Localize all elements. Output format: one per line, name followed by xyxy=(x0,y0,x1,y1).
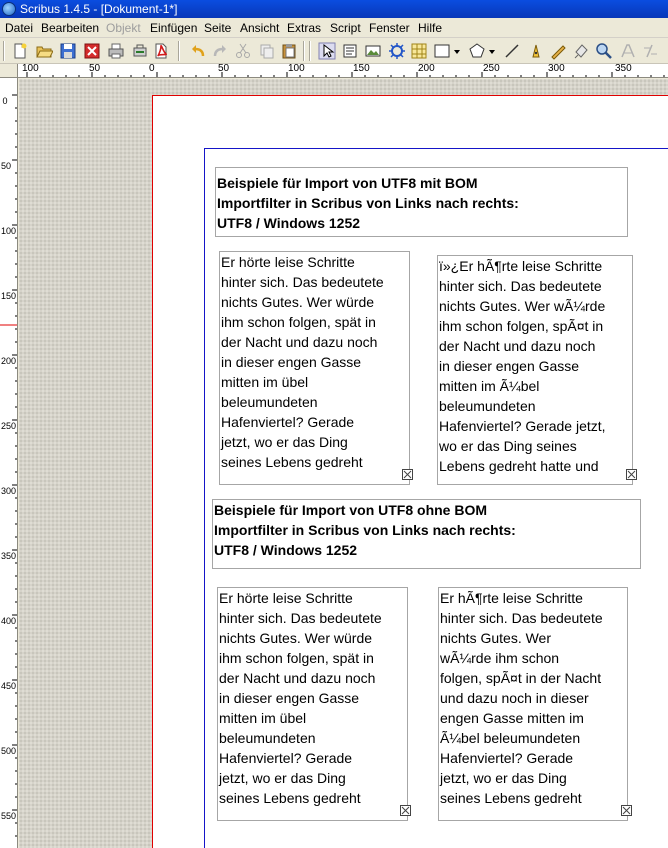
link-text-icon[interactable] xyxy=(641,42,659,60)
toolbar-separator xyxy=(178,41,180,61)
menu-datei[interactable]: Datei xyxy=(5,21,34,35)
ruler-label: 50 xyxy=(89,64,101,74)
toolbar-grip xyxy=(3,41,5,61)
body-text: Er hörte leise Schritte hinter sich. Das bedeutete nichts Gutes. Wer würde ihm schon folgen, spät in der Nacht und dazu noch in dieser engen Gasse mitten im übel beleumundeten Hafenviertel? Gerade jetzt, wo er das Ding seines Lebens gedreht xyxy=(221,254,384,470)
menu-seite[interactable]: Seite xyxy=(204,21,232,35)
ruler-label: 400 xyxy=(1,616,17,626)
scribus-app-icon xyxy=(2,2,16,16)
heading-frame-with-bom[interactable] xyxy=(215,167,628,237)
ruler-label: 100 xyxy=(22,64,39,74)
paste-icon[interactable] xyxy=(280,42,298,60)
ruler-corner[interactable] xyxy=(0,64,18,78)
polygon-dropdown-icon[interactable] xyxy=(487,42,497,60)
ruler-label: 50 xyxy=(1,161,12,171)
main-toolbar xyxy=(0,38,668,64)
ruler-label: 150 xyxy=(353,64,370,74)
menu-bearbeiten[interactable]: Bearbeiten xyxy=(41,21,100,35)
menu-hilfe[interactable]: Hilfe xyxy=(418,21,443,35)
toolbar-grip xyxy=(309,41,311,61)
ruler-label: 350 xyxy=(615,64,632,74)
text-overflow-marker[interactable] xyxy=(402,469,413,480)
cut-icon[interactable] xyxy=(234,42,252,60)
bezier-icon[interactable] xyxy=(527,42,545,60)
ruler-label: 100 xyxy=(1,226,17,236)
ruler-label: 100 xyxy=(288,64,305,74)
ruler-label: 150 xyxy=(1,291,17,301)
table-icon[interactable] xyxy=(410,42,428,60)
ruler-label: 500 xyxy=(1,746,17,756)
select-icon[interactable] xyxy=(318,42,336,60)
body-text: Er hÃ¶rte leise Schritte hinter sich. Das bedeutete nichts Gutes. Wer wÃ¼rde ihm schon folgen, spÃ¤t in der Nacht und dazu noch in dieser engen Gasse mitten im Ã¼bel beleumundeten Hafenviertel? Gerade jetzt, wo er das Ding seines Lebens gedreht xyxy=(440,590,603,806)
menu-fenster[interactable]: Fenster xyxy=(369,21,410,35)
ruler-label: 250 xyxy=(483,64,500,74)
ruler-label: 0 xyxy=(2,96,8,106)
ruler-label: 350 xyxy=(1,551,17,561)
text-overflow-marker[interactable] xyxy=(621,805,632,816)
shape-dropdown-icon[interactable] xyxy=(452,42,462,60)
menu-einfuegen[interactable]: Einfügen xyxy=(150,21,198,35)
heading-text: Beispiele für Import von UTF8 ohne BOM Importfilter in Scribus von Links nach rechts: UTF8 / Windows 1252 xyxy=(214,502,516,558)
toolbar-separator xyxy=(303,41,305,61)
horizontal-ruler[interactable] xyxy=(18,64,668,78)
vertical-ruler-ticks xyxy=(0,78,18,848)
vertical-ruler[interactable] xyxy=(0,78,18,848)
undo-icon[interactable] xyxy=(189,42,207,60)
open-icon[interactable] xyxy=(35,42,53,60)
window-title: Scribus 1.4.5 - [Dokument-1*] xyxy=(20,2,178,16)
copy-icon[interactable] xyxy=(258,42,276,60)
ruler-label: 50 xyxy=(218,64,230,74)
document-canvas[interactable] xyxy=(19,79,668,848)
text-frame-windows1252-right-2[interactable] xyxy=(438,587,628,821)
ruler-label: 300 xyxy=(1,486,17,496)
menu-ansicht[interactable]: Ansicht xyxy=(240,21,280,35)
heading-text: Beispiele für Import von UTF8 mit BOM Importfilter in Scribus von Links nach rechts: UTF8 / Windows 1252 xyxy=(217,175,519,231)
render-frame-icon[interactable] xyxy=(388,42,406,60)
ruler-label: 200 xyxy=(1,356,17,366)
horizontal-ruler-ticks xyxy=(18,64,668,78)
pdf-export-icon[interactable] xyxy=(152,42,170,60)
body-text: Er hörte leise Schritte hinter sich. Das bedeutete nichts Gutes. Wer würde ihm schon folgen, spät in der Nacht und dazu noch in dieser engen Gasse mitten im übel beleumundeten Hafenviertel? Gerade jetzt, wo er das Ding seines Lebens gedreht xyxy=(219,590,382,806)
ruler-label: 450 xyxy=(1,681,17,691)
new-document-icon[interactable] xyxy=(11,42,29,60)
rotate-icon[interactable] xyxy=(572,42,590,60)
text-overflow-marker[interactable] xyxy=(626,469,637,480)
menu-bar xyxy=(0,18,668,38)
shape-icon[interactable] xyxy=(433,42,451,60)
menu-script[interactable]: Script xyxy=(330,21,361,35)
preflight-icon[interactable] xyxy=(131,42,149,60)
title-bar xyxy=(0,0,668,18)
menu-extras[interactable]: Extras xyxy=(287,21,322,35)
text-frame-utf8-left[interactable] xyxy=(219,251,410,485)
print-icon[interactable] xyxy=(107,42,125,60)
heading-frame-without-bom[interactable] xyxy=(212,499,641,569)
image-frame-icon[interactable] xyxy=(364,42,382,60)
ruler-label: 300 xyxy=(548,64,565,74)
freehand-icon[interactable] xyxy=(549,42,567,60)
close-icon[interactable] xyxy=(83,42,101,60)
line-icon[interactable] xyxy=(503,42,521,60)
ruler-label: 0 xyxy=(149,64,155,74)
menu-objekt: Objekt xyxy=(106,21,141,35)
ruler-label: 250 xyxy=(1,421,17,431)
ruler-label: 550 xyxy=(1,811,17,821)
redo-icon[interactable] xyxy=(211,42,229,60)
ruler-label: 200 xyxy=(418,64,435,74)
body-text: ï»¿Er hÃ¶rte leise Schritte hinter sich. Das bedeutete nichts Gutes. Wer wÃ¼rde ihm schon folgen, spÃ¤t in der Nacht und dazu noch in dieser engen Gasse mitten im Ã¼bel beleumundeten Hafenviertel? Gerade jetzt, wo er das Ding seines Lebens gedreht hatte und xyxy=(439,258,606,474)
save-icon[interactable] xyxy=(59,42,77,60)
text-overflow-marker[interactable] xyxy=(400,805,411,816)
polygon-icon[interactable] xyxy=(468,42,486,60)
edit-text-icon[interactable] xyxy=(618,42,636,60)
text-frame-utf8-left-2[interactable] xyxy=(217,587,408,821)
text-frame-icon[interactable] xyxy=(341,42,359,60)
text-frame-windows1252-right[interactable] xyxy=(437,255,633,485)
zoom-icon[interactable] xyxy=(595,42,613,60)
